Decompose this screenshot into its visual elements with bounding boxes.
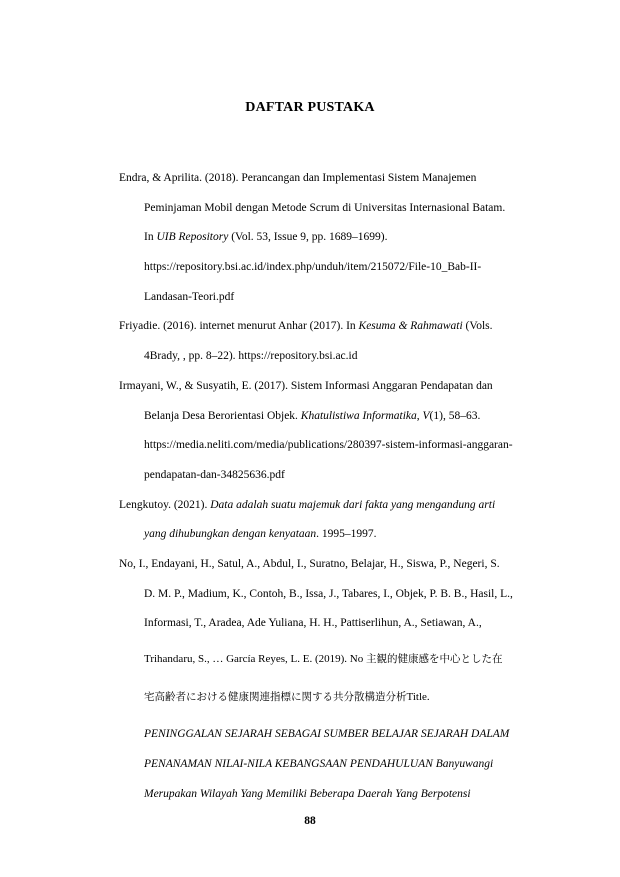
reference-irmayani-volume: V [422,409,430,422]
reference-lengkutoy-author: Lengkutoy. (2021). [119,498,211,511]
page-number: 88 [304,815,316,827]
reference-endra-volume: (Vol. 53, Issue 9, pp. 1689–1699). [228,231,388,244]
reference-no-title-label: Title. [406,690,430,703]
reference-no-article-title-cont: PENANAMAN NILAI-NILA KEBANGSAAN PENDAHULUAN Banyuwangi [144,758,494,771]
reference-no-line-8 [119,784,559,814]
reference-endra-line-3 [119,227,559,257]
reference-no-authors-end: Trihandaru, S., … García Reyes, L. E. (2019). No [144,653,366,665]
reference-friyadie-line-2: 4Brady, , pp. 8–22). https://repository.bsi.ac.id [144,350,358,363]
reference-endra-url-end[interactable]: Landasan-Teori.pdf [144,290,235,303]
reference-irmayani-separator: , [416,409,423,422]
reference-lengkutoy-pages: . 1995–1997. [316,528,377,541]
reference-friyadie-source: Kesuma & Rahmawati [358,320,463,333]
reference-no-line-1: No, I., Endayani, H., Satul, A., Abdul, I., Suratno, Belajar, H., Siswa, P., Negeri, S. [119,557,500,570]
reference-no-line-4 [119,649,559,679]
page-title: DAFTAR PUSTAKA [245,100,375,115]
reference-friyadie-line-1 [119,316,559,346]
reference-endra-line-1: Endra, & Aprilita. (2018). Perancangan dan Implementasi Sistem Manajemen [119,172,477,184]
reference-no-line-2: D. M. P., Madium, K., Contoh, B., Issa, J., Tabares, I., Objek, P. B. B., Hasil, L., [144,587,513,600]
reference-irmayani-line-1: Irmayani, W., & Susyatih, E. (2017). Sistem Informasi Anggaran Pendapatan dan [119,379,493,392]
reference-endra-url[interactable]: https://repository.bsi.ac.id/index.php/unduh/item/215072/File-10_Bab-II- [144,261,482,274]
reference-irmayani-line-2 [119,406,559,436]
reference-no-line-3: Informasi, T., Aradea, Ade Yuliana, H. H., Pattiserlihun, A., Setiawan, A., [144,617,482,630]
reference-no-article-title: PENINGGALAN SEJARAH SEBAGAI SUMBER BELAJAR SEJARAH DALAM [144,728,510,741]
reference-endra-in: In [144,231,157,244]
reference-irmayani-title: Belanja Desa Berorientasi Objek. [144,409,301,422]
reference-no-article-title-end: Merupakan Wilayah Yang Memiliki Beberapa Daerah Yang Berpotensi [144,787,471,800]
reference-irmayani-journal: Khatulistiwa Informatika [300,409,417,422]
reference-lengkutoy-line-1 [119,495,559,525]
reference-no-line-5 [119,687,559,717]
reference-no-japanese-title-cont: 宅高齢者における健康関連指標に関する共分散構造分析 [144,690,407,703]
reference-no-japanese-title: 主観的健康感を中心とした在 [366,653,503,665]
reference-no-line-6 [119,724,559,754]
reference-no-line-7 [119,754,559,784]
reference-friyadie-vols: (Vols. [462,320,493,333]
reference-list [119,168,559,813]
reference-irmayani-pages: (1), 58–63. [429,409,481,422]
reference-endra-line-2: Peminjaman Mobil dengan Metode Scrum di Universitas Internasional Batam. [144,201,506,214]
reference-irmayani-url-end[interactable]: pendapatan-dan-34825636.pdf [144,468,285,481]
reference-lengkutoy-title: Data adalah suatu majemuk dari fakta yang mengandung arti [210,498,496,511]
reference-irmayani-url[interactable]: https://media.neliti.com/media/publications/280397-sistem-informasi-anggaran- [144,439,513,452]
reference-friyadie-author: Friyadie. (2016). internet menurut Anhar (2017). In [119,320,359,333]
reference-lengkutoy-title-cont: yang dihubungkan dengan kenyataan [144,528,317,541]
reference-endra-source: UIB Repository [156,231,229,244]
reference-lengkutoy-line-2 [119,524,559,554]
